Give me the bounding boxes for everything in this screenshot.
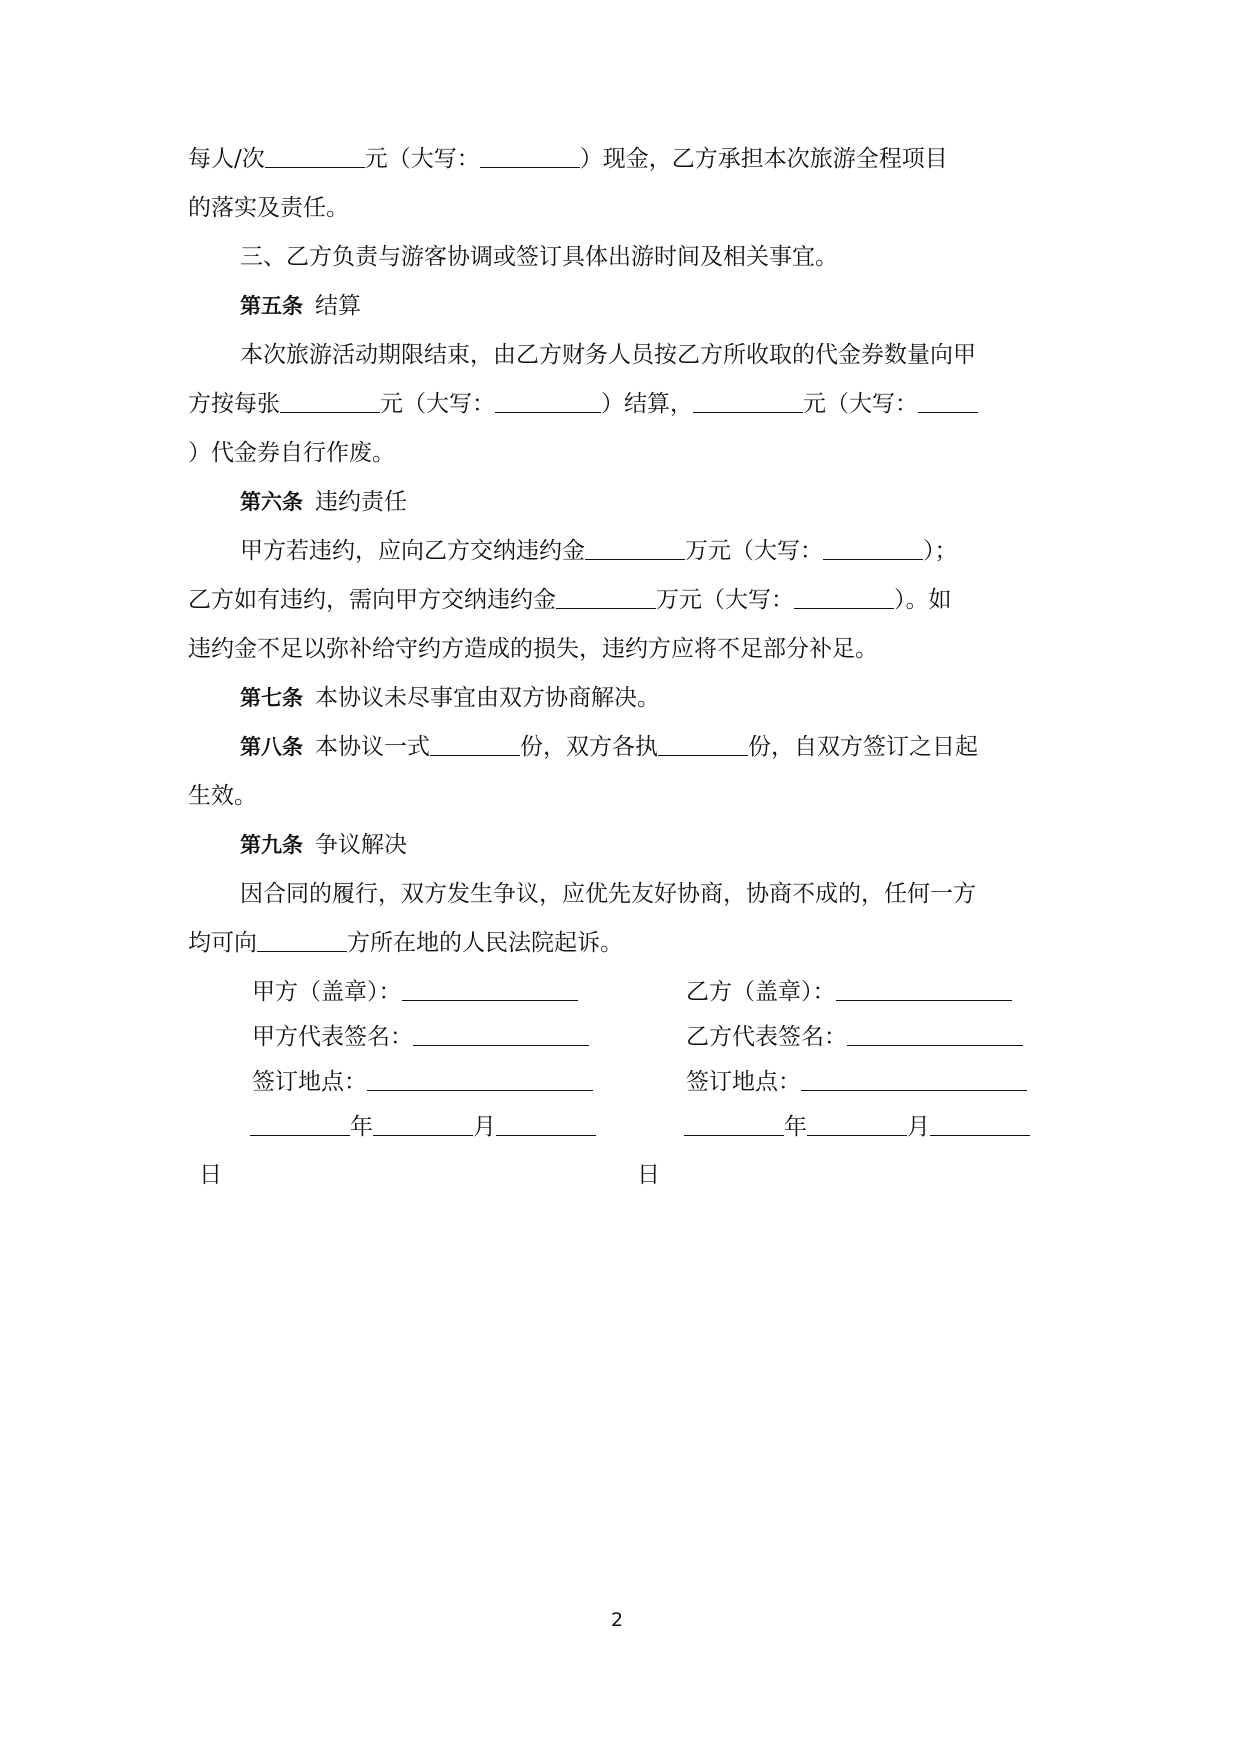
blank-party-a-penalty[interactable]	[585, 537, 685, 560]
text-fragment: ）；	[923, 538, 958, 564]
date-a-month-blank[interactable]	[373, 1113, 473, 1136]
text-line: 三、乙方负责与游客协调或签订具体出游时间及相关事宜。	[240, 244, 838, 270]
date-b-month-blank[interactable]	[807, 1113, 907, 1136]
text-line: ）代金券自行作废。	[188, 440, 395, 466]
article-7	[240, 683, 660, 713]
text-fragment: 元（大写：	[364, 146, 480, 172]
text-line: 的落实及责任。	[188, 195, 349, 221]
article-title: 争议解决	[315, 832, 407, 858]
text-line	[188, 389, 978, 419]
text-line: 生效。	[188, 783, 257, 809]
party-b-rep-label: 乙方代表签名：	[686, 1024, 847, 1050]
article-6-heading	[240, 487, 407, 517]
text-line	[188, 928, 623, 958]
text-fragment: 份，双方各执	[520, 734, 658, 760]
blank-court-party[interactable]	[257, 929, 347, 952]
text-fragment: 方所在地的人民法院起诉。	[347, 930, 623, 956]
party-b-seal-label: 乙方（盖章）：	[686, 979, 836, 1005]
party-a-seal-label: 甲方（盖章）：	[252, 979, 402, 1005]
party-b-rep-row	[686, 1022, 1023, 1052]
text-fragment: 甲方若违约，应向乙方交纳违约金	[240, 538, 585, 564]
blank-amount-uppercase[interactable]	[480, 145, 580, 168]
text-fragment: 本协议一式	[315, 734, 430, 760]
text-fragment: 乙方如有违约，需向甲方交纳违约金	[188, 587, 556, 613]
text-fragment: 份，自双方签订之日起	[748, 734, 978, 760]
text-fragment: ）。如	[894, 587, 952, 613]
text-line	[188, 585, 952, 615]
text-line: 因合同的履行，双方发生争议，应优先友好协商，协商不成的，任何一方	[240, 881, 976, 907]
date-b-day-blank[interactable]	[930, 1113, 1030, 1136]
party-b-seal-blank[interactable]	[836, 978, 1012, 1001]
place-b-row	[686, 1067, 1027, 1097]
year-label: 年	[784, 1114, 807, 1140]
article-title: 结算	[315, 293, 361, 319]
month-label: 月	[473, 1114, 496, 1140]
article-number: 第八条	[240, 735, 303, 759]
place-b-label: 签订地点：	[686, 1069, 801, 1095]
blank-party-b-penalty[interactable]	[556, 586, 656, 609]
date-a-row	[250, 1112, 596, 1142]
article-text: 本协议未尽事宜由双方协商解决。	[315, 685, 660, 711]
blank-total-uppercase[interactable]	[918, 390, 978, 413]
party-a-seal-row	[252, 977, 578, 1007]
date-a-year-blank[interactable]	[250, 1113, 350, 1136]
article-8	[240, 732, 978, 762]
blank-price-per-voucher[interactable]	[280, 390, 380, 413]
article-number: 第六条	[240, 490, 303, 514]
place-a-blank[interactable]	[367, 1068, 593, 1091]
party-a-rep-blank[interactable]	[413, 1023, 589, 1046]
page-number: 2	[610, 1609, 624, 1631]
place-b-blank[interactable]	[801, 1068, 1027, 1091]
text-fragment: 均可向	[188, 930, 257, 956]
text-fragment: 元（大写：	[380, 391, 495, 417]
text-fragment: 每人/次	[188, 146, 265, 172]
place-a-row	[252, 1067, 593, 1097]
text-line	[188, 144, 948, 174]
party-b-seal-row	[686, 977, 1012, 1007]
year-label: 年	[350, 1114, 373, 1140]
day-b-label: 日	[637, 1162, 660, 1188]
article-title: 违约责任	[315, 489, 407, 515]
month-label: 月	[907, 1114, 930, 1140]
blank-total-amount[interactable]	[693, 390, 803, 413]
blank-copies-total[interactable]	[430, 733, 520, 756]
date-b-year-blank[interactable]	[684, 1113, 784, 1136]
article-number: 第七条	[240, 686, 303, 710]
party-b-rep-blank[interactable]	[847, 1023, 1023, 1046]
text-fragment: 万元（大写：	[685, 538, 823, 564]
blank-amount-per-person[interactable]	[265, 145, 365, 168]
party-a-rep-label: 甲方代表签名：	[252, 1024, 413, 1050]
text-fragment: 万元（大写：	[656, 587, 794, 613]
article-number: 第五条	[240, 294, 303, 318]
text-line: 违约金不足以弥补给守约方造成的损失，违约方应将不足部分补足。	[188, 636, 878, 662]
blank-party-b-penalty-uppercase[interactable]	[794, 586, 894, 609]
text-fragment: 方按每张	[188, 391, 280, 417]
place-a-label: 签订地点：	[252, 1069, 367, 1095]
party-a-seal-blank[interactable]	[402, 978, 578, 1001]
text-line: 本次旅游活动期限结束，由乙方财务人员按乙方所收取的代金券数量向甲	[240, 342, 976, 368]
text-fragment: ）现金，乙方承担本次旅游全程项目	[579, 146, 948, 172]
text-fragment: ）结算，	[601, 391, 693, 417]
text-fragment: 元（大写：	[803, 391, 918, 417]
party-a-rep-row	[252, 1022, 589, 1052]
article-5-heading	[240, 291, 361, 321]
blank-price-uppercase[interactable]	[495, 390, 601, 413]
blank-party-a-penalty-uppercase[interactable]	[823, 537, 923, 560]
text-line	[240, 536, 958, 566]
article-9-heading	[240, 830, 407, 860]
day-a-label: 日	[199, 1162, 222, 1188]
date-b-row	[684, 1112, 1030, 1142]
blank-copies-each[interactable]	[658, 733, 748, 756]
article-number: 第九条	[240, 833, 303, 857]
date-a-day-blank[interactable]	[496, 1113, 596, 1136]
